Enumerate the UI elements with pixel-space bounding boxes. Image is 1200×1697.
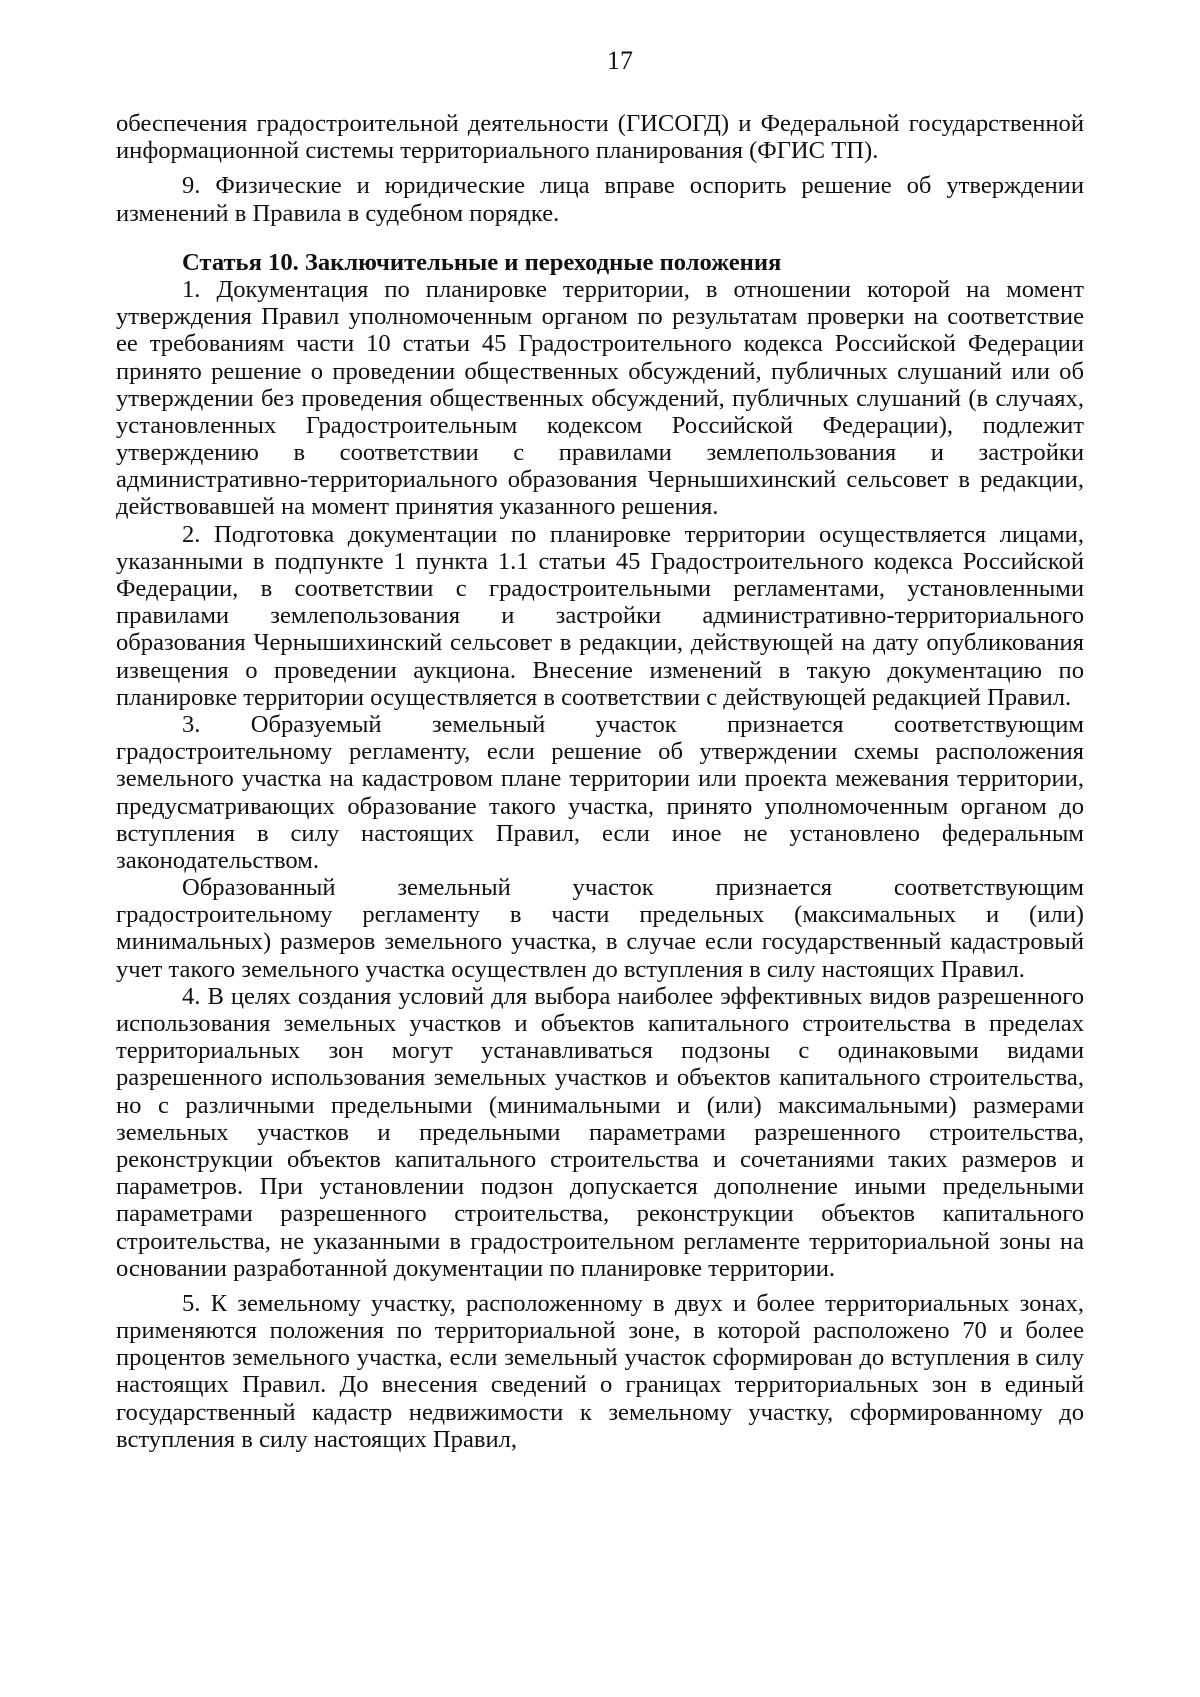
text-line: действовавшей на момент принятия указанного решения.	[116, 493, 719, 521]
text-line: обеспечения градостроительной деятельности (ГИСОГД) и Федеральной государственной	[116, 110, 1084, 137]
text-line: градостроительному регламенту в части предельных (максимальных и (или)	[116, 901, 1084, 929]
text-line: земельного участка на кадастровом плане территории или проекта межевания территории,	[116, 765, 1084, 793]
text-line: вступления в силу настоящих Правил, если иное не установлено федеральным	[116, 819, 1084, 847]
text-line: 3. Образуемый земельный участок признается соответствующим	[182, 710, 1084, 738]
text-line: установленных Градостроительным кодексом Российской Федерации), подлежит	[116, 411, 1084, 439]
text-line: территориальных зон могут устанавливаться подзоны с одинаковыми видами	[116, 1037, 1084, 1065]
text-line: параметров. При установлении подзон допускается дополнение иными предельными	[116, 1173, 1084, 1201]
text-line: процентов земельного участка, если земельный участок сформирован до вступления в силу	[116, 1344, 1084, 1372]
text-line: учет такого земельного участка осуществлен до вступления в силу настоящих Правил.	[116, 955, 1025, 983]
text-line: информационной системы территориального планирования (ФГИС ТП).	[116, 137, 879, 165]
text-line: предусматривающих образование такого участка, принято уполномоченным органом до	[116, 792, 1084, 820]
text-line: Федерации, в соответствии с градостроительными регламентами, установленными	[116, 575, 1084, 602]
text-line: указанными в подпункте 1 пункта 1.1 статьи 45 Градостроительного кодекса Российской	[116, 547, 1084, 575]
text-line: 5. К земельному участку, расположенному в двух и более территориальных зонах,	[182, 1289, 1084, 1317]
text-line: настоящих Правил. До внесения сведений о границах территориальных зон в единый	[116, 1371, 1084, 1399]
text-line: планировке территории осуществляется в соответствии с действующей редакцией Правил.	[116, 683, 1072, 711]
text-line: Образованный земельный участок признается соответствующим	[182, 874, 1084, 902]
text-line: утверждении без проведения общественных обсуждений, публичных слушаний (в случаях,	[116, 384, 1084, 412]
document-body	[116, 110, 1084, 1453]
text-line: административно-территориального образования Чернышихинский сельсовет в редакции,	[116, 466, 1084, 494]
text-line: 2. Подготовка документации по планировке территории осуществляется лицами,	[182, 520, 1084, 548]
text-line: утверждения Правил уполномоченным органом по результатам проверки на соответствие	[116, 303, 1084, 331]
text-line: 9. Физические и юридические лица вправе оспорить решение об утверждении	[182, 172, 1084, 200]
text-line: применяются положения по территориальной зоне, в которой расположено 70 и более	[116, 1317, 1084, 1345]
text-line: извещения о проведении аукциона. Внесение изменений в такую документацию по	[116, 656, 1084, 684]
text-line: образования Чернышихинский сельсовет в редакции, действующей на дату опубликования	[116, 629, 1084, 657]
text-line: государственный кадастр недвижимости к земельному участку, сформированному до	[116, 1398, 1084, 1426]
text-line: ее требованиям части 10 статьи 45 Градостроительного кодекса Российской Федерации	[116, 330, 1084, 358]
page-number: 17	[607, 46, 633, 75]
text-line: 4. В целях создания условий для выбора наиболее эффективных видов разрешенного	[182, 982, 1084, 1010]
text-line: 1. Документация по планировке территории, в отношении которой на момент	[182, 275, 1084, 303]
text-line: принято решение о проведении общественных обсуждений, публичных слушаний или об	[116, 357, 1084, 385]
text-line: основании разработанной документации по планировке территории.	[116, 1254, 836, 1282]
text-line: земельных участков и предельными параметрами разрешенного строительства,	[116, 1118, 1084, 1146]
text-line: строительства, не указанными в градостроительном регламенте территориальной зоны на	[116, 1227, 1084, 1255]
text-line: реконструкции объектов капитального строительства и сочетаниями таких размеров и	[116, 1145, 1084, 1173]
text-line: утверждению в соответствии с правилами землепользования и застройки	[116, 439, 1084, 467]
text-line: вступления в силу настоящих Правил,	[116, 1425, 518, 1453]
text-line: параметрами разрешенного строительства, реконструкции объектов капитального	[116, 1200, 1084, 1228]
text-line: градостроительному регламенту, если решение об утверждении схемы расположения	[116, 738, 1084, 766]
article-heading: Статья 10. Заключительные и переходные положения	[182, 248, 782, 276]
text-line: законодательством.	[116, 846, 319, 874]
text-line: правилами землепользования и застройки административно-территориального	[116, 602, 1084, 630]
text-line: изменений в Правила в судебном порядке.	[116, 199, 560, 227]
text-line: но с различными предельными (минимальными и (или) максимальными) размерами	[116, 1091, 1084, 1119]
text-line: минимальных) размеров земельного участка, в случае если государственный кадастровый	[116, 928, 1084, 956]
text-line: разрешенного использования земельных участков и объектов капитального строительства,	[116, 1064, 1084, 1092]
text-line: использования земельных участков и объектов капитального строительства в пределах	[116, 1010, 1084, 1037]
